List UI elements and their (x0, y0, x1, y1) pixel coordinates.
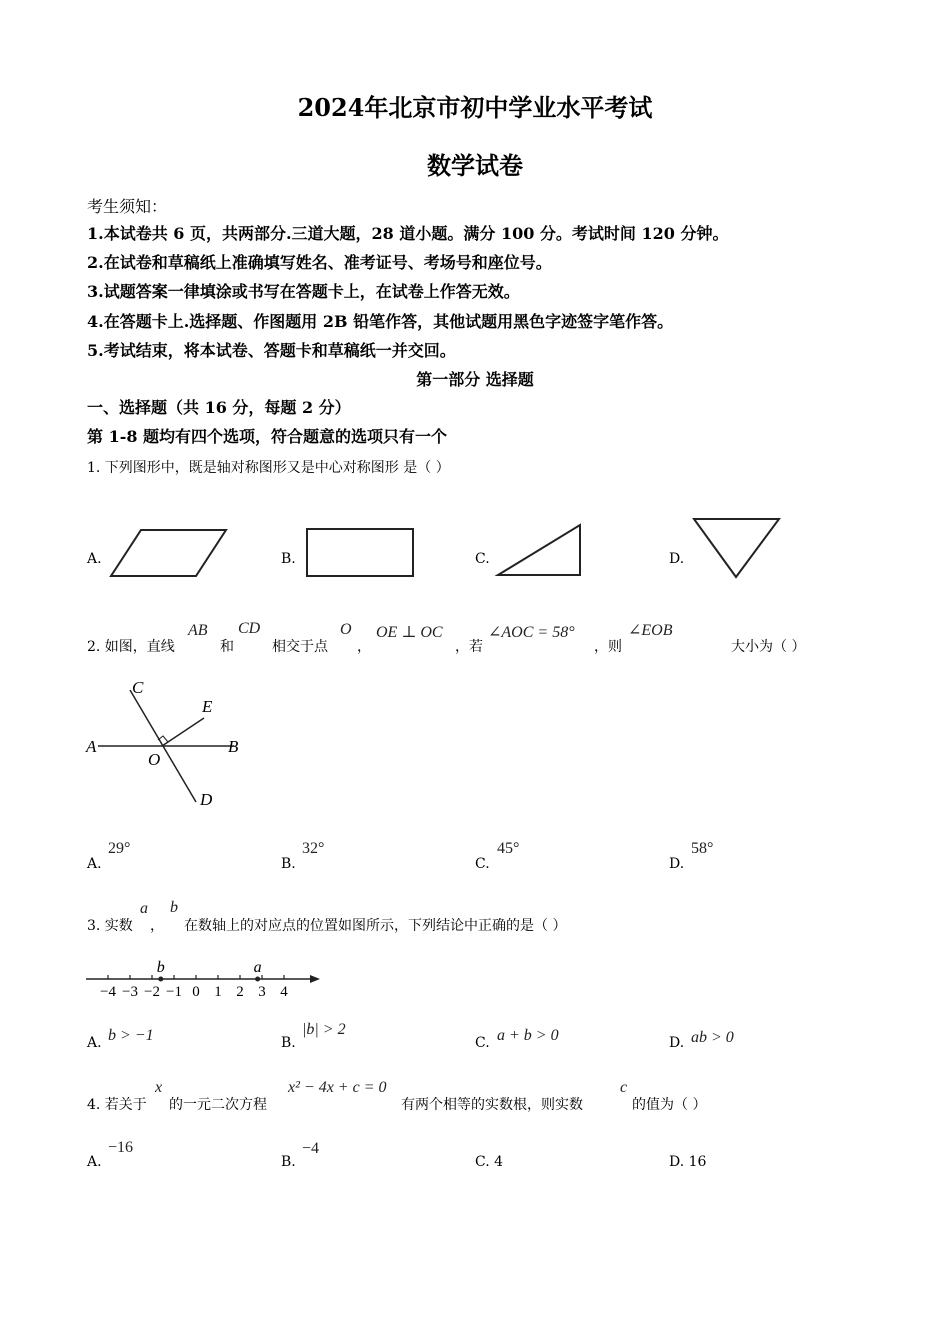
q3-option-a-label: A. (87, 1035, 102, 1051)
q2-label-c: C (132, 678, 144, 697)
q1-rectangle-figure (304, 526, 416, 580)
number-line-point-label-a: a (253, 959, 262, 976)
q1-option-c-label: C. (475, 551, 490, 567)
q3-text-2: 在数轴上的对应点的位置如图所示，下列结论中正确的是（ ） (184, 918, 567, 934)
q2-angle-aoc: ∠AOC = 58° (488, 624, 575, 641)
notice-item-5: 5.考试结束，将本试卷、答题卡和草稿纸一并交回。 (87, 341, 456, 360)
part1-title: 第一部分 选择题 (416, 370, 534, 389)
q4-text-3: 有两个相等的实数根，则实数 (401, 1097, 583, 1113)
number-line-point-a (255, 977, 260, 982)
q3-text-comma: ， (150, 918, 164, 934)
q2-line-cd: CD (238, 620, 261, 637)
q2-text-1: 2. 如图，直线 (87, 639, 175, 655)
number-line-tick-label: 1 (214, 984, 222, 1000)
q2-option-d-value: 58° (691, 840, 714, 857)
number-line-tick-label: −4 (100, 984, 116, 1000)
q4-option-a-value: −16 (108, 1139, 134, 1156)
q2-text-comma: ， (357, 639, 371, 655)
q4-option-b-value: −4 (302, 1140, 320, 1157)
q2-text-6: 大小为（ ） (731, 639, 806, 655)
number-line-tick-label: 2 (236, 984, 244, 1000)
number-line-point-label-b: b (156, 959, 165, 976)
q2-label-e: E (202, 697, 213, 716)
q2-option-a-value: 29° (108, 840, 131, 857)
section-instruction: 第 1-8 题均有四个选项，符合题意的选项只有一个 (87, 427, 448, 446)
notice-item-2: 2.在试卷和草稿纸上准确填写姓名、准考证号、考场号和座位号。 (87, 253, 552, 272)
number-line-tick-label: 4 (280, 984, 288, 1000)
notice-item-4: 4.在答题卡上.选择题、作图题用 2B 铅笔作答，其他试题用黑色字迹签字笔作答。 (87, 312, 674, 331)
q2-text-4: ，若 (455, 639, 483, 655)
q2-perp-condition: OE ⊥ OC (376, 624, 443, 641)
q2-option-d-label: D. (669, 856, 685, 872)
number-line-tick-label: −1 (166, 984, 182, 1000)
q2-option-c-value: 45° (497, 840, 520, 857)
q2-text-5: ，则 (594, 639, 622, 655)
q2-option-c-label: C. (475, 856, 490, 872)
q3-option-d-value: ab > 0 (691, 1029, 734, 1046)
number-line-tick-label: 3 (258, 984, 266, 1000)
q3-option-c-label: C. (475, 1035, 490, 1051)
q2-text-3: 相交于点 (272, 639, 328, 655)
number-line-point-b (158, 977, 163, 982)
q4-option-d: D. 16 (669, 1154, 707, 1170)
q4-option-a-label: A. (87, 1154, 102, 1170)
q4-option-c: C. 4 (475, 1154, 504, 1170)
q3-option-d-label: D. (669, 1035, 685, 1051)
section-title: 一、选择题（共 16 分，每题 2 分） (87, 398, 351, 417)
q2-label-d: D (200, 790, 213, 809)
q4-option-b-label: B. (281, 1154, 296, 1170)
q2-label-o: O (148, 750, 161, 769)
q3-option-b-label: B. (281, 1035, 296, 1051)
number-line-tick-label: −2 (144, 984, 160, 1000)
number-line-tick-label: −3 (122, 984, 138, 1000)
q4-text-4: 的值为（ ） (632, 1097, 707, 1113)
q1-option-a-label: A. (87, 551, 102, 567)
q1-text: 1. 下列图形中，既是轴对称图形又是中心对称图形 是（ ） (87, 460, 450, 476)
q2-label-b: B (228, 737, 239, 756)
q1-option-b-label: B. (281, 551, 296, 567)
q1-parallelogram-figure (108, 528, 230, 580)
q1-inverted-triangle-figure (691, 516, 783, 582)
q4-text-2: 的一元二次方程 (169, 1097, 267, 1113)
q3-option-b-value: |b| > 2 (302, 1021, 346, 1038)
q2-option-a-label: A. (87, 856, 102, 872)
q1-right-triangle-figure (494, 522, 584, 580)
q2-option-b-value: 32° (302, 840, 325, 857)
notice-item-3: 3.试题答案一律填涂或书写在答题卡上，在试卷上作答无效。 (87, 282, 520, 301)
notice-item-1: 1.本试卷共 6 页，共两部分.三道大题，28 道小题。满分 100 分。考试时间 120 分钟。 (87, 224, 729, 243)
q3-option-a-value: b > −1 (108, 1027, 154, 1044)
exam-title: 2024年北京市初中学业水平考试 (297, 93, 653, 122)
q3-option-c-value: a + b > 0 (497, 1027, 559, 1044)
q4-text-1: 4. 若关于 (87, 1097, 147, 1113)
q3-number-line (84, 955, 328, 1003)
q4-equation: x² − 4x + c = 0 (288, 1079, 387, 1096)
q2-point-o: O (340, 621, 352, 638)
exam-subtitle: 数学试卷 (427, 151, 523, 180)
q2-angle-eob: ∠EOB (628, 622, 673, 639)
q3-var-a: a (140, 900, 148, 917)
q2-line-ab: AB (188, 622, 208, 639)
q1-option-d-label: D. (669, 551, 685, 567)
q4-var-x: x (155, 1079, 163, 1096)
q3-text-1: 3. 实数 (87, 918, 133, 934)
q2-label-a: A (86, 737, 97, 756)
number-line-tick-label: 0 (192, 984, 200, 1000)
q2-option-b-label: B. (281, 856, 296, 872)
q2-geometry-figure (84, 676, 254, 814)
q4-var-c: c (620, 1079, 628, 1096)
q3-var-b: b (170, 899, 178, 916)
q2-text-2: 和 (220, 639, 234, 655)
notice-heading: 考生须知： (87, 197, 168, 216)
